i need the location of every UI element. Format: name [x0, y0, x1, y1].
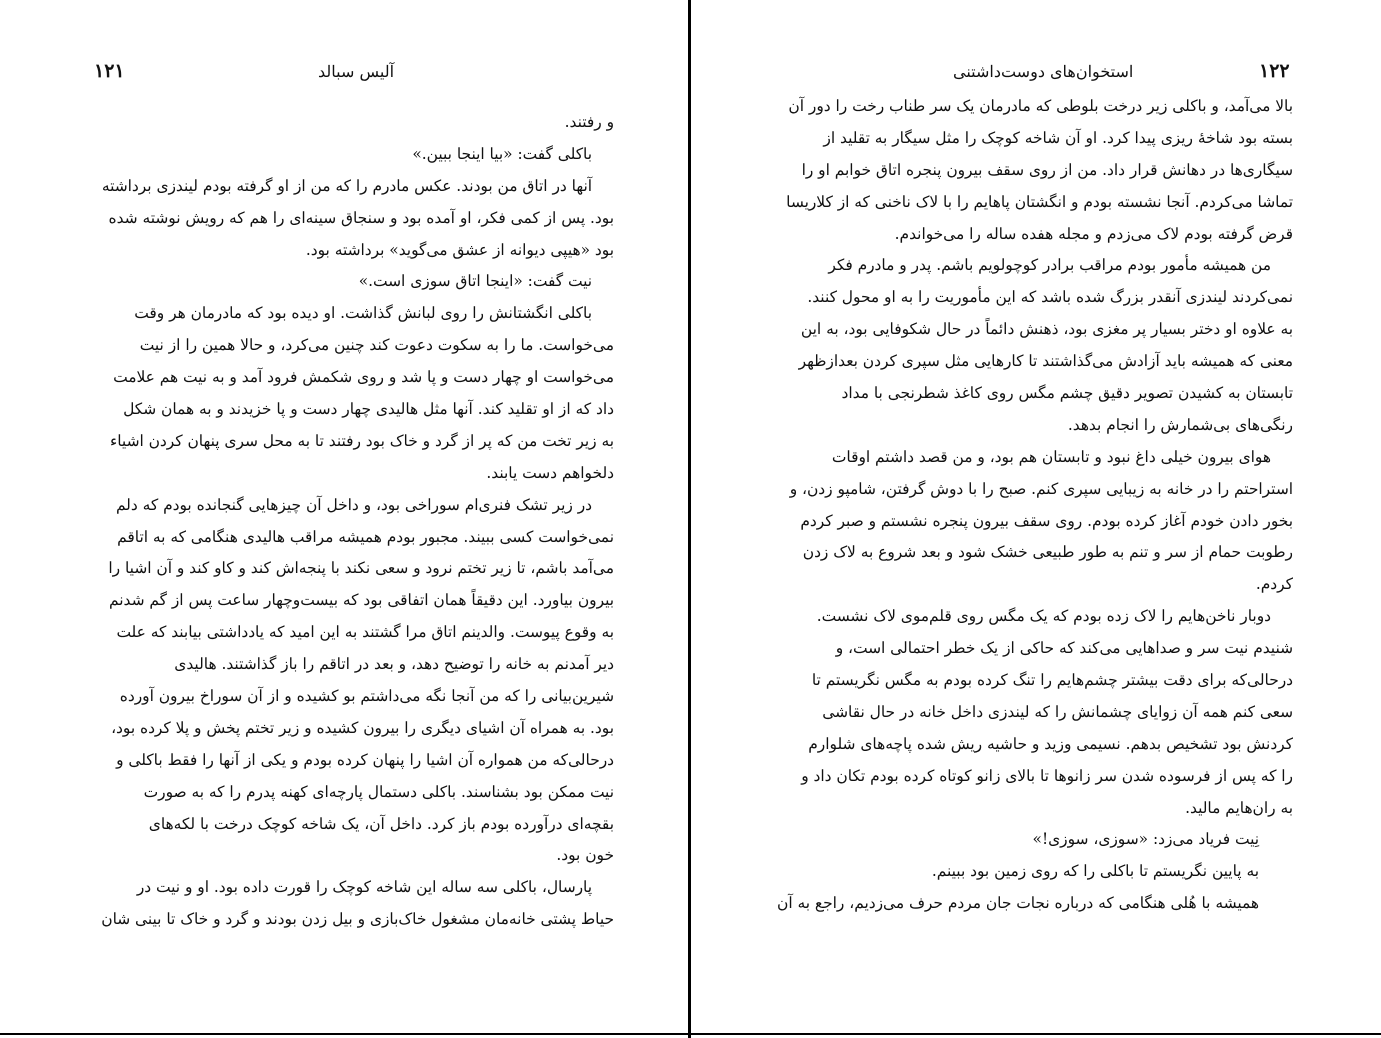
- text-line: کردنش بود تشخیص بدهم. نسیمی وزید و حاشیه ریش شده پاچه‌های شلوارم: [808, 734, 1293, 753]
- text-line: دیر آمدنم به خانه را توضیح دهد، و بعد در اتاقم را باز گذاشتند. هالیدی: [174, 655, 614, 674]
- text-line: درحالی‌که من همواره آن اشیا را پنهان کرده بودم و یکی از آنها را فقط باکلی و: [116, 750, 614, 769]
- text-line: درحالی‌که برای دقت بیشتر چشم‌هایم را تنگ کرده بودم به مگس نگریستم تا: [811, 671, 1293, 690]
- text-line: استراحتم را در خانه به زیبایی سپری کنم. صبح را با دوش گرفتن، شامپو زدن، و: [789, 479, 1293, 498]
- text-line: کردم.: [1255, 575, 1293, 594]
- text-line: سعی کنم همه آن زوایای چشمانش را که لیندزی داخل خانه در حال نقاشی: [822, 702, 1293, 721]
- text-line: هوای بیرون خیلی داغ نبود و تابستان هم بود، و من قصد داشتم اوقات: [831, 447, 1271, 466]
- text-line: رنگی‌های بی‌شمارش را انجام بدهد.: [1067, 415, 1293, 434]
- right-page-text: [773, 91, 1293, 920]
- text-line: سیگاری‌ها در دهانش قرار داد. من از روی سقف بیرون پنجره اتاق خوابم او را: [801, 160, 1293, 179]
- left-page: [0, 0, 688, 1030]
- text-line: خون بود.: [556, 846, 614, 865]
- text-line: بیرون بیاورد. این دقیقاً همان اتفاقی بود که بیست‌وچهار ساعت پس از گم شدنم: [109, 591, 614, 610]
- text-line: به علاوه او دختر بسیار پر مغزی بود، ذهنش دائماً در حال شکوفایی بود، به این: [800, 320, 1293, 339]
- text-line: بود «هیپی دیوانه از عشق می‌گوید» برداشته بود.: [305, 240, 614, 259]
- text-line: آنها در اتاق من بودند. عکس مادرم را که من از او گرفته بودم لیندزی برداشته: [101, 176, 592, 195]
- text-line: پارسال، باکلی سه ساله این شاخه کوچک را قورت داده بود. او و نیت در: [136, 878, 592, 897]
- left-page-text: [96, 107, 614, 936]
- text-line: به پایین نگریستم تا باکلی را که روی زمین بود ببینم.: [931, 862, 1259, 881]
- right-page: [691, 0, 1381, 1030]
- text-line: بخور دادن خودم آغاز کرده بودم. روی سقف بیرون پنجره نشستم و صبر کردم: [800, 511, 1293, 530]
- text-line: نِیت فریاد می‌زد: «سوزی، سوزی!»: [1032, 830, 1259, 849]
- text-line: بسته بود شاخهٔ ریزی پیدا کرد. او آن شاخه کوچک را مثل سیگار به تقلید از: [823, 128, 1293, 147]
- text-line: همیشه با هُلی هنگامی که درباره نجات جان مردم حرف می‌زدیم، راجع به آن: [777, 894, 1259, 913]
- text-line: می‌خواست. ما را به سکوت دعوت کند چنین می‌کرد، و حالا همین را از نیت: [139, 336, 614, 355]
- text-line: دوبار ناخن‌هایم را لاک زده بودم که یک مگس روی قلم‌موی لاک نشست.: [816, 607, 1271, 626]
- right-page-number: ۱۲۲: [1259, 60, 1290, 82]
- text-line: نمی‌کردند لیندزی آنقدر بزرگ شده باشد که این مأموریت را به او محول کنند.: [807, 288, 1293, 307]
- text-line: به ران‌هایم مالید.: [1185, 798, 1293, 817]
- text-line: نیت ممکن بود بشناسند. باکلی دستمال پارچه‌ای کهنه پدرم را که به صورت: [143, 782, 614, 801]
- left-running-head: آلیس سبالد: [318, 62, 395, 81]
- text-line: تماشا می‌کردم. آنجا نشسته بودم و انگشتان پاهایم را با لاک ناخنی که از کلاریسا: [786, 192, 1293, 211]
- right-running-head: استخوان‌های دوست‌داشتنی: [953, 62, 1134, 81]
- left-page-number: ۱۲۱: [94, 60, 125, 82]
- text-line: داد که از او تقلید کند. آنها مثل هالیدی چهار دست و پا خزیدند و به همان شکل: [123, 400, 614, 419]
- text-line: را که پس از فرسوده شدن سر زانوها تا بالای زانو کوتاه کرده بودم تکان داد و: [801, 766, 1293, 785]
- text-line: می‌آمد باشم، تا زیر تختم نرود و سعی نکند با پنجه‌اش کند و کاو کند و آن اشیا را: [108, 559, 614, 578]
- text-line: دلخواهم دست یابند.: [486, 463, 614, 482]
- text-line: نمی‌خواست کسی ببیند. مجبور بودم همیشه مراقب هالیدی هنگامی که به اتاقم: [117, 527, 614, 546]
- text-line: قرض گرفته بودم لاک می‌زدم و مجله هفده ساله را می‌خواندم.: [894, 224, 1293, 243]
- text-line: و رفتند.: [564, 113, 614, 131]
- text-line: باکلی گفت: «بیا اینجا ببین.»: [412, 144, 592, 163]
- text-line: شیرین‌بیانی را که من آنجا نگه می‌داشتم بو کشیده و از آن سوراخ بیرون آورده: [119, 687, 614, 706]
- text-line: رطوبت حمام از سر و تنم به طور طبیعی خشک شود و بعد شروع به لاک زدن: [802, 543, 1293, 562]
- text-line: شنیدم نیت سر و صداهایی می‌کند که حاکی از یک خطر احتمالی است، و: [835, 639, 1293, 658]
- text-line: به زیر تخت من که پر از گرد و خاک بود رفتند تا به محل سری پنهان کردن اشیاء: [110, 431, 614, 450]
- text-line: حیاط پشتی خانه‌مان مشغول خاک‌بازی و بیل زدن بودند و گرد و خاک تا بینی شان: [101, 910, 614, 929]
- bottom-rule: [0, 1033, 1381, 1035]
- text-line: باکلی انگشتانش را روی لبانش گذاشت. او دیده بود که مادرمان هر وقت: [134, 304, 592, 323]
- text-line: نیت گفت: «اینجا اتاق سوزی است.»: [358, 272, 592, 291]
- text-line: به وقوع پیوست. والدینم اتاق مرا گشتند به این امید که یادداشتی بیابند که علت: [116, 623, 614, 642]
- text-line: معنی که همیشه باید آزادش می‌گذاشتند تا کارهایی مثل سپری کردن بعدازظهر: [798, 352, 1293, 371]
- text-line: تابستان به کشیدن تصویر دقیق چشم مگس روی کاغذ شطرنجی با مداد: [841, 384, 1293, 403]
- text-line: من همیشه مأمور بودم مراقب برادر کوچولویم باشم. پدر و مادرم فکر: [828, 256, 1271, 275]
- text-line: بود. پس از کمی فکر، او آمده بود و سنجاق سینه‌ای را هم که رویش نوشته شده: [108, 208, 614, 227]
- text-line: بالا می‌آمد، و باکلی زیر درخت بلوطی که مادرمان یک سر طناب رخت را دور آن: [788, 97, 1293, 115]
- text-line: بقچه‌ای درآورده بودم باز کرد. داخل آن، یک شاخه کوچک درخت با لکه‌های: [148, 814, 614, 833]
- text-line: می‌خواست او چهار دست و پا شد و روی شکمش فرود آمد و به نیت هم علامت: [113, 368, 614, 387]
- text-line: بود. به همراه آن اشیای دیگری را بیرون کشیده و زیر تختم پخش و پلا کرده بود،: [111, 718, 614, 737]
- text-line: در زیر تشک فنری‌ام سوراخی بود، و داخل آن چیزهایی گنجانده بودم که دلم: [115, 495, 592, 514]
